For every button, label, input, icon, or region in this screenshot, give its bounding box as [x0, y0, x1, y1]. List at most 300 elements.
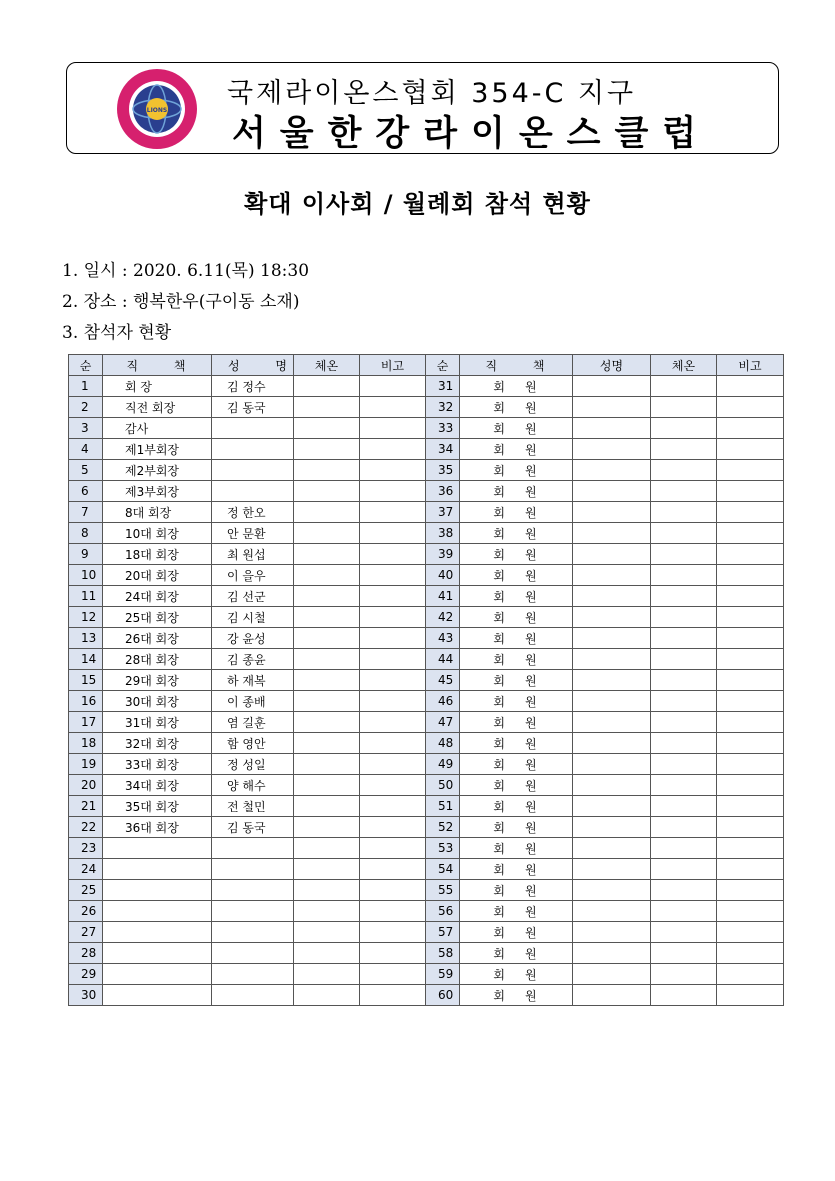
row-name-right [573, 628, 651, 649]
row-remarks [360, 775, 426, 796]
row-temperature-right [651, 733, 717, 754]
row-number-right: 35 [426, 460, 460, 481]
row-number-right: 33 [426, 418, 460, 439]
header-position: 직 책 [103, 355, 212, 376]
row-number: 9 [69, 544, 103, 565]
row-temperature-right [651, 481, 717, 502]
row-number-right: 40 [426, 565, 460, 586]
row-number: 23 [69, 838, 103, 859]
row-position: 26대 회장 [103, 628, 212, 649]
row-remarks-right [717, 418, 784, 439]
row-remarks-right [717, 985, 784, 1006]
row-remarks [360, 691, 426, 712]
table-row [69, 460, 784, 481]
row-number: 26 [69, 901, 103, 922]
row-name [212, 481, 294, 502]
row-remarks-right [717, 943, 784, 964]
row-number-right: 55 [426, 880, 460, 901]
header-no-right: 순 [426, 355, 460, 376]
row-number-right: 37 [426, 502, 460, 523]
row-name [212, 418, 294, 439]
row-remarks [360, 901, 426, 922]
row-name [212, 838, 294, 859]
row-remarks-right [717, 607, 784, 628]
row-position [103, 859, 212, 880]
row-temperature [294, 964, 360, 985]
row-temperature [294, 418, 360, 439]
row-number-right: 44 [426, 649, 460, 670]
table-row [69, 796, 784, 817]
row-position: 36대 회장 [103, 817, 212, 838]
attendance-heading: 3. 참석자 현황 [62, 323, 172, 343]
row-remarks-right [717, 901, 784, 922]
row-remarks [360, 481, 426, 502]
row-position-right: 회원 [460, 649, 573, 670]
row-temperature [294, 712, 360, 733]
row-position-right: 회원 [460, 481, 573, 502]
row-name-right [573, 985, 651, 1006]
row-remarks-right [717, 775, 784, 796]
row-name [212, 985, 294, 1006]
row-position: 30대 회장 [103, 691, 212, 712]
row-position: 제3부회장 [103, 481, 212, 502]
row-remarks-right [717, 859, 784, 880]
row-name [212, 859, 294, 880]
row-position-right: 회원 [460, 754, 573, 775]
row-position-right: 회원 [460, 775, 573, 796]
table-row [69, 754, 784, 775]
table-row [69, 586, 784, 607]
row-remarks [360, 943, 426, 964]
meeting-place: 2. 장소 : 행복한우(구이동 소재) [62, 292, 300, 312]
row-position: 29대 회장 [103, 670, 212, 691]
row-position-right: 회원 [460, 460, 573, 481]
table-row [69, 649, 784, 670]
row-number-right: 38 [426, 523, 460, 544]
table-row [69, 712, 784, 733]
row-number-right: 51 [426, 796, 460, 817]
row-temperature [294, 502, 360, 523]
table-row [69, 985, 784, 1006]
row-remarks-right [717, 880, 784, 901]
row-remarks [360, 565, 426, 586]
row-temperature-right [651, 397, 717, 418]
table-row [69, 859, 784, 880]
row-name: 양 해수 [212, 775, 294, 796]
row-temperature-right [651, 691, 717, 712]
row-position-right: 회원 [460, 439, 573, 460]
row-position-right: 회원 [460, 859, 573, 880]
row-number-right: 34 [426, 439, 460, 460]
row-name-right [573, 775, 651, 796]
row-remarks [360, 460, 426, 481]
row-name-right [573, 943, 651, 964]
table-row [69, 565, 784, 586]
row-position-right: 회원 [460, 670, 573, 691]
row-position [103, 985, 212, 1006]
row-name [212, 964, 294, 985]
row-position: 8대 회장 [103, 502, 212, 523]
row-position-right: 회원 [460, 586, 573, 607]
row-number: 24 [69, 859, 103, 880]
row-name-right [573, 670, 651, 691]
row-temperature [294, 691, 360, 712]
row-position-right: 회원 [460, 418, 573, 439]
row-number: 27 [69, 922, 103, 943]
row-remarks [360, 544, 426, 565]
row-remarks [360, 859, 426, 880]
row-number-right: 45 [426, 670, 460, 691]
row-position: 감사 [103, 418, 212, 439]
row-number: 10 [69, 565, 103, 586]
header-name-right: 성명 [573, 355, 651, 376]
row-position: 제1부회장 [103, 439, 212, 460]
table-row [69, 544, 784, 565]
row-remarks-right [717, 586, 784, 607]
row-name [212, 922, 294, 943]
row-remarks [360, 376, 426, 397]
club-header [66, 62, 779, 154]
row-remarks-right [717, 502, 784, 523]
table-row [69, 481, 784, 502]
row-remarks-right [717, 922, 784, 943]
row-position [103, 880, 212, 901]
row-position-right: 회원 [460, 544, 573, 565]
row-temperature-right [651, 838, 717, 859]
row-position-right: 회원 [460, 607, 573, 628]
club-name: 서울한강라이온스클럽 [232, 114, 711, 154]
row-number-right: 49 [426, 754, 460, 775]
row-number-right: 48 [426, 733, 460, 754]
row-position-right: 회원 [460, 397, 573, 418]
row-remarks-right [717, 481, 784, 502]
row-name: 김 동국 [212, 817, 294, 838]
row-temperature-right [651, 670, 717, 691]
table-row [69, 670, 784, 691]
row-number: 6 [69, 481, 103, 502]
row-name: 전 철민 [212, 796, 294, 817]
row-name-right [573, 964, 651, 985]
row-position-right: 회원 [460, 817, 573, 838]
table-row [69, 733, 784, 754]
row-position-right: 회원 [460, 838, 573, 859]
row-name-right [573, 796, 651, 817]
row-remarks [360, 397, 426, 418]
row-position-right: 회원 [460, 376, 573, 397]
row-position: 직전 회장 [103, 397, 212, 418]
row-number-right: 47 [426, 712, 460, 733]
row-temperature-right [651, 460, 717, 481]
row-name-right [573, 439, 651, 460]
row-position-right: 회원 [460, 691, 573, 712]
row-number: 4 [69, 439, 103, 460]
row-temperature [294, 796, 360, 817]
row-temperature-right [651, 565, 717, 586]
row-number: 15 [69, 670, 103, 691]
row-name-right [573, 817, 651, 838]
row-temperature [294, 985, 360, 1006]
row-number-right: 36 [426, 481, 460, 502]
row-temperature [294, 670, 360, 691]
row-name-right [573, 880, 651, 901]
row-remarks-right [717, 796, 784, 817]
row-position: 24대 회장 [103, 586, 212, 607]
table-row [69, 376, 784, 397]
row-number: 7 [69, 502, 103, 523]
row-name-right [573, 733, 651, 754]
row-position-right: 회원 [460, 964, 573, 985]
row-number: 19 [69, 754, 103, 775]
row-name: 정 한오 [212, 502, 294, 523]
row-name-right [573, 859, 651, 880]
table-row [69, 502, 784, 523]
row-remarks-right [717, 733, 784, 754]
org-name: 국제라이온스협회 354-C 지구 [227, 78, 637, 109]
row-number-right: 59 [426, 964, 460, 985]
row-number: 20 [69, 775, 103, 796]
row-position: 35대 회장 [103, 796, 212, 817]
row-number: 3 [69, 418, 103, 439]
row-name-right [573, 649, 651, 670]
row-remarks [360, 922, 426, 943]
row-temperature [294, 565, 360, 586]
row-temperature [294, 649, 360, 670]
row-remarks-right [717, 439, 784, 460]
row-name-right [573, 838, 651, 859]
row-remarks [360, 817, 426, 838]
row-number: 8 [69, 523, 103, 544]
row-position-right: 회원 [460, 628, 573, 649]
row-position [103, 838, 212, 859]
row-temperature [294, 481, 360, 502]
row-name: 염 길훈 [212, 712, 294, 733]
row-temperature [294, 439, 360, 460]
header-name: 성 명 [212, 355, 294, 376]
table-header-row [69, 355, 784, 376]
row-remarks-right [717, 397, 784, 418]
row-name: 하 재복 [212, 670, 294, 691]
row-position [103, 922, 212, 943]
row-name [212, 460, 294, 481]
row-temperature-right [651, 943, 717, 964]
row-remarks [360, 838, 426, 859]
table-row [69, 628, 784, 649]
row-name-right [573, 502, 651, 523]
row-remarks [360, 439, 426, 460]
row-number-right: 53 [426, 838, 460, 859]
row-number: 18 [69, 733, 103, 754]
row-name-right [573, 460, 651, 481]
row-position: 10대 회장 [103, 523, 212, 544]
attendance-table-body [69, 376, 784, 1006]
row-name-right [573, 376, 651, 397]
row-remarks-right [717, 565, 784, 586]
row-position-right: 회원 [460, 901, 573, 922]
row-position: 제2부회장 [103, 460, 212, 481]
row-remarks [360, 418, 426, 439]
row-remarks [360, 733, 426, 754]
row-name: 김 종윤 [212, 649, 294, 670]
row-name-right [573, 586, 651, 607]
row-name-right [573, 523, 651, 544]
header-temperature: 체온 [294, 355, 360, 376]
header-position-right: 직 책 [460, 355, 573, 376]
row-temperature [294, 376, 360, 397]
row-number: 14 [69, 649, 103, 670]
row-remarks-right [717, 712, 784, 733]
row-temperature [294, 922, 360, 943]
row-name [212, 901, 294, 922]
row-remarks-right [717, 649, 784, 670]
row-temperature-right [651, 754, 717, 775]
table-row [69, 607, 784, 628]
row-temperature-right [651, 607, 717, 628]
row-name: 김 동국 [212, 397, 294, 418]
table-row [69, 922, 784, 943]
row-number: 12 [69, 607, 103, 628]
row-remarks [360, 964, 426, 985]
header-no: 순 [69, 355, 103, 376]
row-number-right: 60 [426, 985, 460, 1006]
row-name [212, 439, 294, 460]
row-position: 25대 회장 [103, 607, 212, 628]
row-remarks [360, 985, 426, 1006]
row-name-right [573, 607, 651, 628]
row-number-right: 54 [426, 859, 460, 880]
row-temperature-right [651, 859, 717, 880]
table-row [69, 838, 784, 859]
row-temperature-right [651, 796, 717, 817]
row-temperature [294, 733, 360, 754]
row-position: 20대 회장 [103, 565, 212, 586]
row-number-right: 52 [426, 817, 460, 838]
row-temperature [294, 859, 360, 880]
row-name-right [573, 481, 651, 502]
row-position [103, 943, 212, 964]
row-position-right: 회원 [460, 565, 573, 586]
row-number: 30 [69, 985, 103, 1006]
table-row [69, 397, 784, 418]
row-number-right: 39 [426, 544, 460, 565]
row-remarks [360, 649, 426, 670]
row-number: 2 [69, 397, 103, 418]
row-number: 17 [69, 712, 103, 733]
row-temperature-right [651, 586, 717, 607]
row-remarks [360, 670, 426, 691]
row-name-right [573, 418, 651, 439]
table-row [69, 439, 784, 460]
row-position: 회 장 [103, 376, 212, 397]
row-position-right: 회원 [460, 985, 573, 1006]
row-name-right [573, 544, 651, 565]
row-temperature-right [651, 649, 717, 670]
row-position: 28대 회장 [103, 649, 212, 670]
row-name: 최 원섭 [212, 544, 294, 565]
row-temperature [294, 586, 360, 607]
row-remarks-right [717, 964, 784, 985]
row-temperature-right [651, 775, 717, 796]
row-remarks [360, 502, 426, 523]
row-name: 김 시철 [212, 607, 294, 628]
row-temperature-right [651, 817, 717, 838]
row-position [103, 901, 212, 922]
row-temperature-right [651, 964, 717, 985]
row-position-right: 회원 [460, 712, 573, 733]
row-position-right: 회원 [460, 922, 573, 943]
row-number: 29 [69, 964, 103, 985]
row-temperature [294, 880, 360, 901]
row-name [212, 943, 294, 964]
row-temperature [294, 943, 360, 964]
row-remarks-right [717, 376, 784, 397]
row-remarks-right [717, 523, 784, 544]
row-temperature-right [651, 523, 717, 544]
header-remarks-right: 비고 [717, 355, 784, 376]
row-remarks [360, 628, 426, 649]
row-temperature-right [651, 418, 717, 439]
row-number: 13 [69, 628, 103, 649]
row-temperature [294, 754, 360, 775]
row-number: 21 [69, 796, 103, 817]
row-number-right: 46 [426, 691, 460, 712]
page-title: 확대 이사회 / 월례회 참석 현황 [244, 190, 591, 218]
row-number: 25 [69, 880, 103, 901]
row-name-right [573, 397, 651, 418]
row-temperature [294, 775, 360, 796]
row-position [103, 964, 212, 985]
row-temperature-right [651, 712, 717, 733]
row-number-right: 41 [426, 586, 460, 607]
table-row [69, 775, 784, 796]
row-temperature-right [651, 439, 717, 460]
row-name: 강 윤성 [212, 628, 294, 649]
row-number: 22 [69, 817, 103, 838]
row-number-right: 50 [426, 775, 460, 796]
logo-center-text: LIONS [146, 107, 168, 114]
row-position: 18대 회장 [103, 544, 212, 565]
row-number: 5 [69, 460, 103, 481]
row-name-right [573, 565, 651, 586]
table-row [69, 523, 784, 544]
row-name: 함 영안 [212, 733, 294, 754]
row-position: 34대 회장 [103, 775, 212, 796]
row-temperature-right [651, 376, 717, 397]
row-name: 정 성일 [212, 754, 294, 775]
row-temperature [294, 397, 360, 418]
row-temperature-right [651, 544, 717, 565]
row-remarks [360, 586, 426, 607]
row-name: 이 을우 [212, 565, 294, 586]
row-position-right: 회원 [460, 796, 573, 817]
row-position: 32대 회장 [103, 733, 212, 754]
row-temperature [294, 817, 360, 838]
attendance-table [68, 354, 784, 1006]
table-row [69, 964, 784, 985]
row-number-right: 31 [426, 376, 460, 397]
row-temperature-right [651, 628, 717, 649]
row-remarks [360, 523, 426, 544]
row-temperature-right [651, 880, 717, 901]
header-temperature-right: 체온 [651, 355, 717, 376]
row-temperature [294, 607, 360, 628]
row-name-right [573, 754, 651, 775]
row-number-right: 56 [426, 901, 460, 922]
row-remarks-right [717, 460, 784, 481]
row-name-right [573, 901, 651, 922]
table-row [69, 817, 784, 838]
table-row [69, 901, 784, 922]
row-number: 11 [69, 586, 103, 607]
